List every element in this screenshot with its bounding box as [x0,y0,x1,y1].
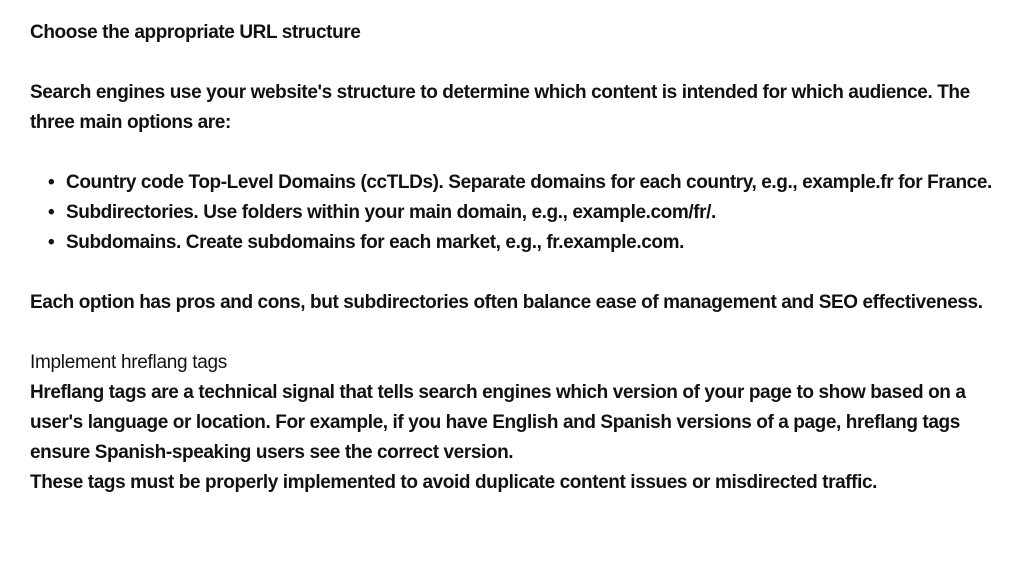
spacer [30,258,1000,288]
list-item-subdomains: • Subdomains. Create subdomains for each market, e.g., fr.example.com. [66,228,1000,258]
url-options-list [30,168,1000,258]
list-item-cctld: • Country code Top-Level Domains (ccTLDs). Separate domains for each country, e.g., example.fr for France. [66,168,1000,198]
section-heading-url-structure: Choose the appropriate URL structure [30,22,361,43]
hreflang-note-paragraph: These tags must be properly implemented to avoid duplicate content issues or misdirected traffic. [30,472,878,493]
conclusion-paragraph: Each option has pros and cons, but subdirectories often balance ease of management and SEO effectiveness. [30,292,983,313]
hreflang-paragraph: Hreflang tags are a technical signal that tells search engines which version of your page to show based on a user's language or location. For example, if you have English and Spanish versions of a page, hreflang tags ensure Spanish-speaking users see the correct version. [30,382,966,463]
spacer [30,48,1000,78]
list-item-subdirectories: • Subdirectories. Use folders within your main domain, e.g., example.com/fr/. [66,198,1000,228]
section-heading-hreflang: Implement hreflang tags [30,352,227,373]
spacer [30,318,1000,348]
hreflang-section [30,348,1000,498]
spacer [30,138,1000,168]
intro-paragraph: Search engines use your website's structure to determine which content is intended for which audience. The three main options are: [30,82,970,133]
url-structure-section [30,18,1000,318]
